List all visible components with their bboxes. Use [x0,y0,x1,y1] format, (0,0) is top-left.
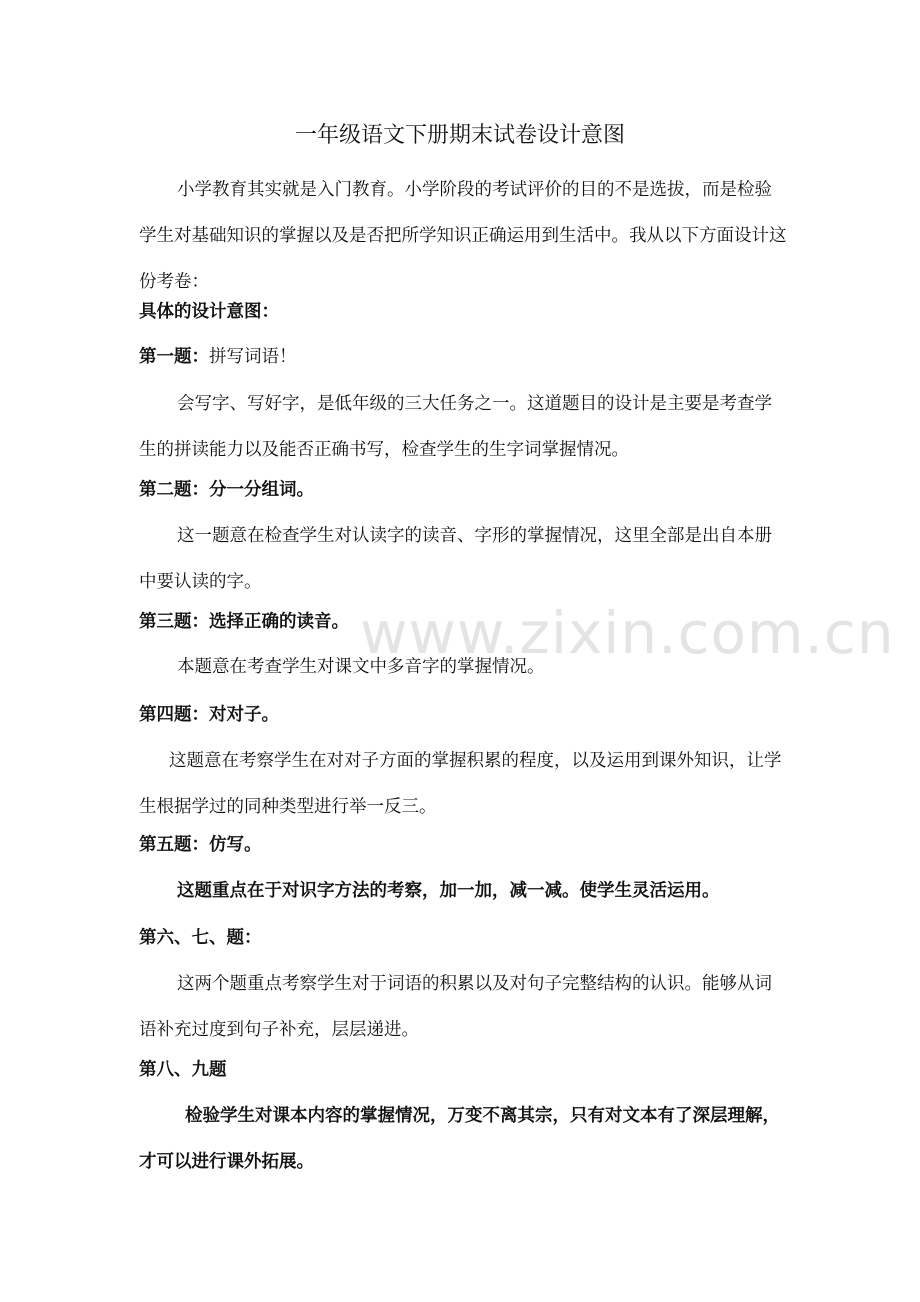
q1-topic: 拼写词语！ [209,347,297,367]
q4-body: 这题意在考察学生在对对子方面的掌握积累的程度，以及运用到课外知识，让学生根据学过的同种类型进行举一反三。 [139,751,782,817]
q1-label: 第一题： [139,347,209,367]
q89-heading: 第八、九题 [139,1060,227,1080]
q3-body: 本题意在考查学生对课文中多音字的掌握情况。 [177,657,545,677]
q2-heading: 第二题：分一分组词。 [139,480,314,500]
site-watermark: www.zixin.com.cn [360,599,895,667]
design-heading: 具体的设计意图： [139,302,279,322]
q3-heading: 第三题：选择正确的读音。 [139,612,349,632]
q67-heading: 第六、七、题： [139,928,262,948]
q2-body: 这一题意在检查学生对认读字的读音、字形的掌握情况，这里全部是出自本册中要认读的字。 [139,526,772,592]
q4-heading: 第四题：对对子。 [139,705,279,725]
document-title: 一年级语文下册期末试卷设计意图 [294,123,625,148]
q67-body: 这两个题重点考察学生对于词语的积累以及对句子完整结构的认识。能够从词语补充过度到句子补充，层层递进。 [139,974,772,1040]
q1-heading [139,334,789,380]
intro-paragraph: 小学教育其实就是入门教育。小学阶段的考试评价的目的不是选拔，而是检验学生对基础知识的掌握以及是否把所学知识正确运用到生活中。我从以下方面设计这份考卷： [139,180,787,292]
q89-body: 检验学生对课本内容的掌握情况，万变不离其宗，只有对文本有了深层理解，才可以进行课外拓展。 [139,1106,780,1172]
q5-heading: 第五题：仿写。 [139,835,262,855]
q1-body: 会写字、写好字，是低年级的三大任务之一。这道题目的设计是主要是考查学生的拼读能力以及能否正确书写，检查学生的生字词掌握情况。 [139,394,772,460]
q5-body: 这题重点在于对识字方法的考察，加一加，减一减。使学生灵活运用。 [177,881,720,901]
